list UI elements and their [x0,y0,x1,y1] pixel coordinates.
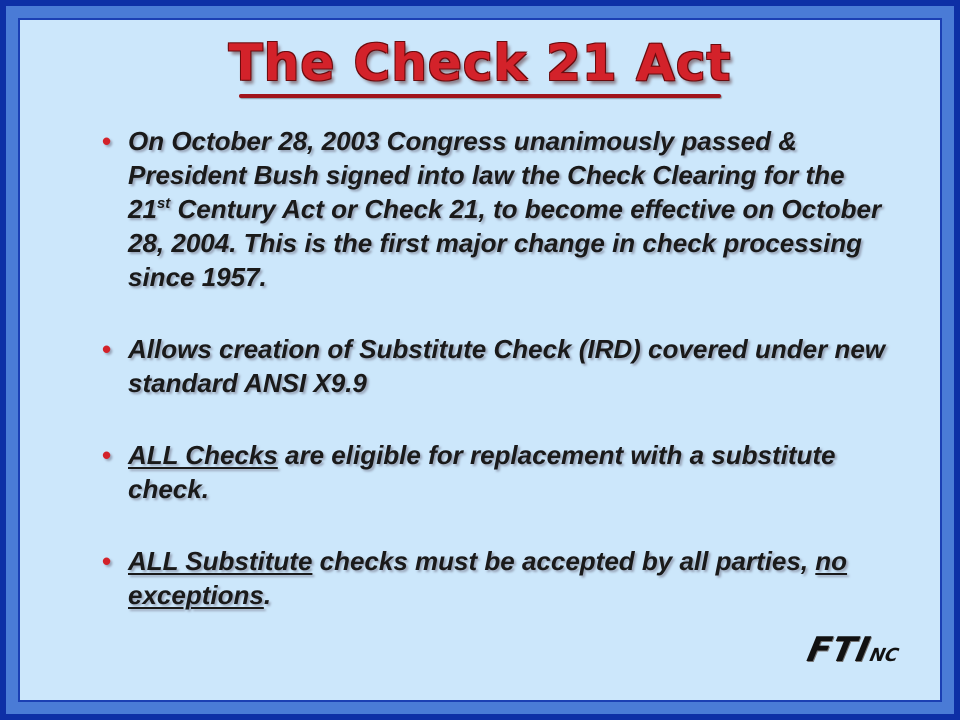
logo-main: FTI [803,630,874,670]
fti-logo [803,630,901,670]
bullet-item-all-checks [92,438,892,506]
bullet-dot-icon: • [102,440,112,470]
slide-title-text: The Check 21 Act [228,34,732,92]
bullet-text: checks must be accepted by all parties, [312,546,816,576]
bullet-item-all-substitute [92,544,892,612]
underlined-text: ALL Substitute [128,546,313,576]
title-underline [239,94,721,98]
slide-title [20,34,940,98]
underlined-text: no exceptions [128,546,848,610]
underlined-text: ALL Checks [128,440,278,470]
bullet-text: . [263,580,272,610]
slide-panel [18,18,942,702]
slide-border [6,6,954,714]
bullet-text-part: On October 28, 2003 Congress unanimously passed & President Bush signed into law the Check Clearing for the 21 [128,126,845,224]
bullet-text-part: Century Act or Check 21, to become effective on October 28, 2004. This is the first major change in check processing since 1957. [128,194,882,292]
bullet-dot-icon: • [102,334,112,364]
bullet-list [92,124,892,612]
bullet-dot-icon: • [102,126,112,156]
logo-suffix: NC [867,645,901,666]
bullet-item-check21-law [92,124,892,294]
ordinal-suffix: st [156,195,171,212]
bullet-item-substitute-check [92,332,892,400]
bullet-text: are eligible for replacement with a substitute check. [128,440,836,504]
bullet-text: Allows creation of Substitute Check (IRD) covered under new standard ANSI X9.9 [128,334,886,398]
bullet-dot-icon: • [102,546,112,576]
